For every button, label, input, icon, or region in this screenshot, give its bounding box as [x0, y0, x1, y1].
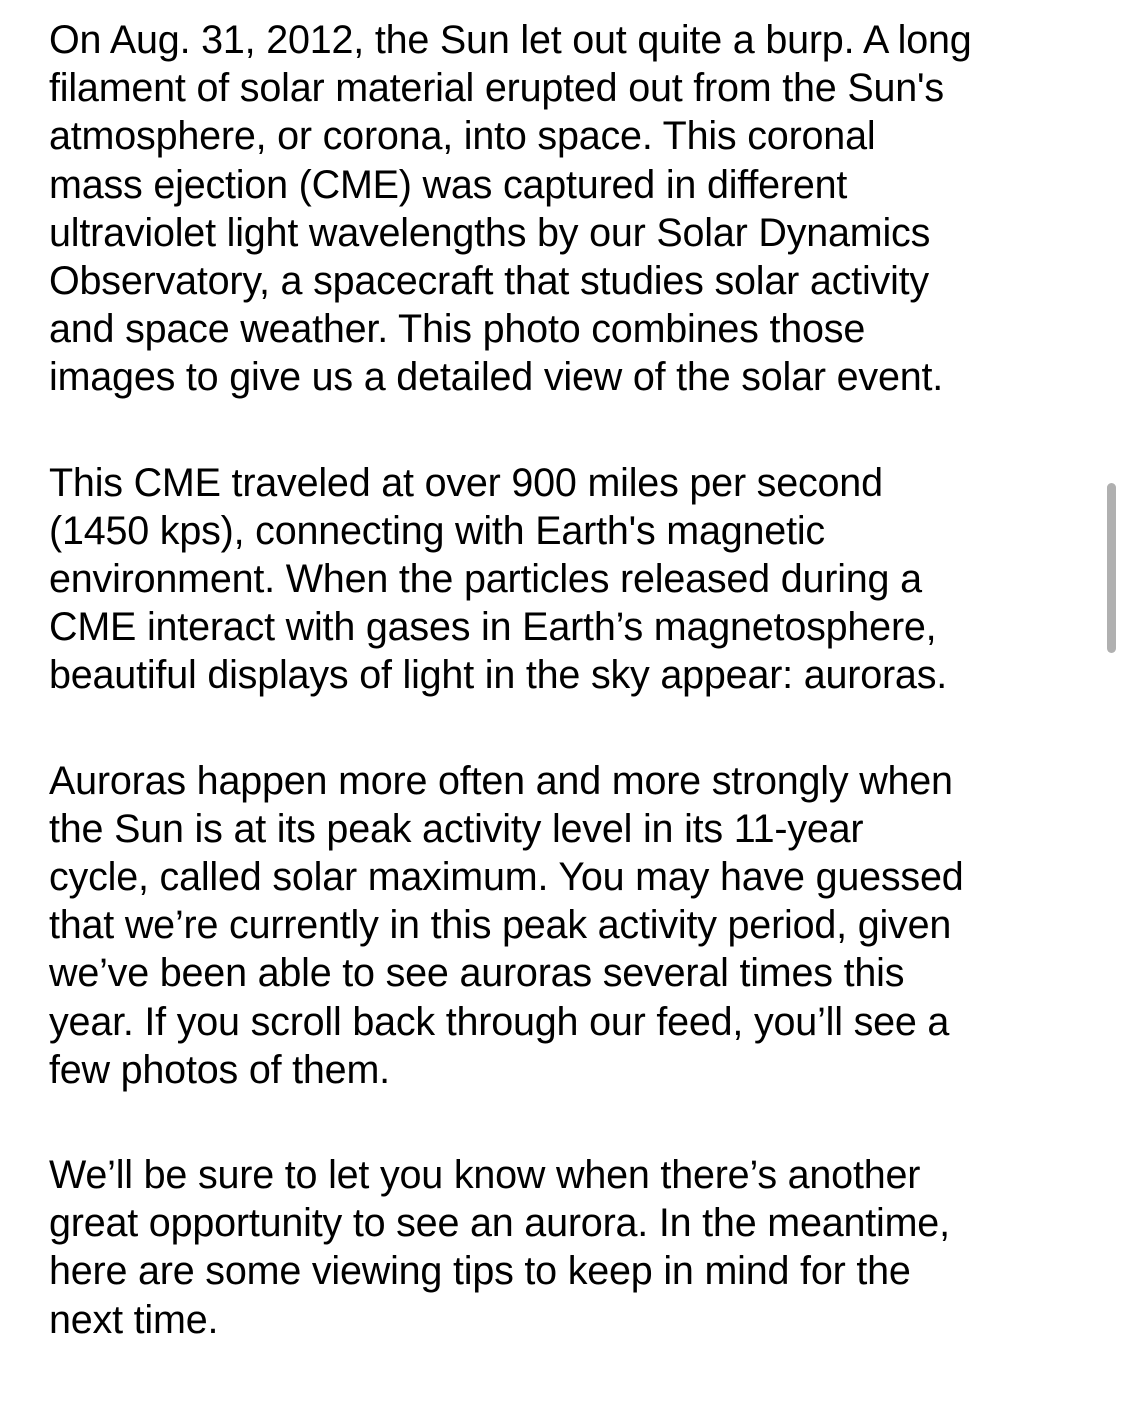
text-line: atmosphere, or corona, into space. This coronal — [49, 114, 876, 159]
text-line: the Sun is at its peak activity level in its 11-year — [49, 806, 864, 851]
post-text-body — [49, 16, 1089, 1401]
text-line: environment. When the particles released during a — [49, 557, 922, 602]
text-line: cycle, called solar maximum. You may have guessed — [49, 855, 964, 900]
text-line: here are some viewing tips to keep in mind for the — [49, 1249, 911, 1294]
text-line: This CME traveled at over 900 miles per second — [49, 460, 883, 505]
text-line: (1450 kps), connecting with Earth's magnetic — [49, 508, 825, 553]
text-line: We’ll be sure to let you know when there’s another — [49, 1153, 921, 1198]
paragraph-2 — [49, 459, 1089, 700]
text-line: CME interact with gases in Earth’s magnetosphere, — [49, 605, 937, 650]
text-line: few photos of them. — [49, 1047, 390, 1092]
text-line: year. If you scroll back through our feed, you’ll see a — [49, 999, 950, 1044]
text-line: Auroras happen more often and more strongly when — [49, 758, 953, 803]
text-line: images to give us a detailed view of the solar event. — [49, 355, 944, 400]
text-line: we’ve been able to see auroras several times this — [49, 951, 905, 996]
paragraph-3 — [49, 757, 1089, 1094]
paragraph-1 — [49, 16, 1089, 402]
text-line: ultraviolet light wavelengths by our Solar Dynamics — [49, 210, 931, 255]
text-line: Observatory, a spacecraft that studies solar activity — [49, 259, 929, 304]
text-line: that we’re currently in this peak activity period, given — [49, 903, 952, 948]
paragraph-4 — [49, 1151, 1089, 1344]
text-line: mass ejection (CME) was captured in different — [49, 162, 848, 207]
text-line: next time. — [49, 1297, 219, 1342]
text-line: filament of solar material erupted out from the Sun's — [49, 66, 944, 111]
vertical-scrollbar[interactable] — [1107, 483, 1116, 653]
text-line: great opportunity to see an aurora. In the meantime, — [49, 1201, 950, 1246]
text-line: beautiful displays of light in the sky appear: auroras. — [49, 653, 948, 698]
text-line: On Aug. 31, 2012, the Sun let out quite a burp. A long — [49, 18, 972, 62]
text-line: and space weather. This photo combines those — [49, 307, 866, 352]
